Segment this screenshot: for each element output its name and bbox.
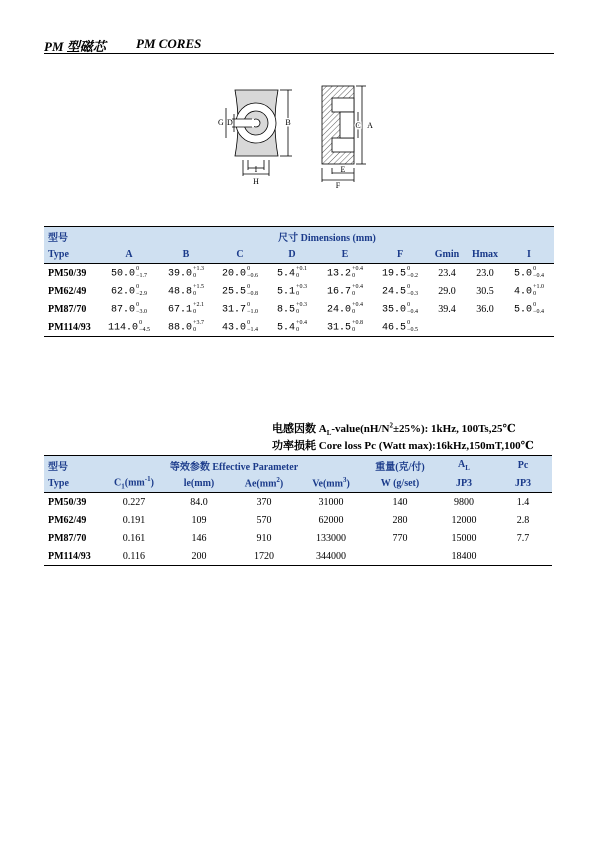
dim-tolerance: [247, 320, 258, 334]
dim-cell-f: [372, 300, 428, 318]
dim-value: 25.5: [222, 286, 247, 298]
dim-tol-lower: 0: [193, 309, 197, 315]
dim-cell-b: [158, 300, 214, 318]
dim-tolerance: [407, 284, 418, 298]
dim-cell-f: [372, 264, 428, 283]
eff-cell-pc: 7.7: [516, 532, 530, 544]
dim-value: 50.0: [111, 268, 136, 280]
dim-tolerance: [352, 284, 363, 298]
dim-value: 8.5: [277, 304, 296, 316]
dim-tolerance: [247, 284, 258, 298]
eff-row: [44, 493, 552, 512]
dim-value: 13.2: [327, 268, 352, 280]
dim-tol-upper: +1.0: [533, 284, 544, 290]
eff-cell-le: 109: [191, 514, 207, 526]
dim-tol-upper: 0: [247, 266, 251, 272]
dim-tol-lower: 0: [193, 291, 197, 297]
eff-col-le: le(mm): [166, 474, 232, 493]
dim-value: 24.5: [382, 286, 407, 298]
dim-row-type: PM87/70: [48, 303, 87, 315]
eff-cell-al: 15000: [451, 532, 477, 544]
label-f: F: [335, 181, 341, 190]
pc-condition-note: 功率损耗 Core loss Pc (Watt max):16kHz,150mT,100℃: [272, 440, 534, 452]
dim-tol-upper: +0.3: [296, 302, 307, 308]
dim-tol-upper: 0: [407, 284, 411, 290]
dim-value: 5.4: [277, 268, 296, 280]
eff-cell-type: PM62/49: [48, 514, 87, 526]
dim-tol-upper: 0: [247, 284, 251, 290]
dim-tol-lower: 0: [352, 291, 356, 297]
eff-cell-c1: 0.191: [122, 514, 146, 526]
dim-tol-upper: +1.5: [193, 284, 204, 290]
dim-tolerance: [296, 266, 307, 280]
eff-cell-ve: 344000: [296, 547, 366, 566]
dim-cell-d: [266, 282, 318, 300]
dim-col-hmax: Hmax: [466, 245, 504, 264]
dim-tol-upper: 0: [407, 320, 411, 326]
eff-cell-le: 200: [166, 547, 232, 566]
dim-cell-hmax: 36.0: [476, 303, 494, 315]
label-c: C: [355, 121, 361, 130]
dim-tol-upper: 0: [136, 302, 140, 308]
core-diagram: [210, 78, 385, 190]
eff-cell-w: 140: [392, 496, 408, 508]
eff-cell-type: PM50/39: [48, 496, 87, 508]
dim-value: 19.5: [382, 268, 407, 280]
dim-tolerance: [193, 302, 204, 316]
dim-cell-d: [266, 264, 318, 283]
dim-tol-lower: −0.4: [533, 273, 544, 279]
dim-tol-lower: 0: [352, 309, 356, 315]
eff-al-head: $A_L$: [434, 456, 494, 475]
dim-tol-lower: 0: [296, 327, 300, 333]
eff-col-c1: $C_1(mm^{-1})$: [102, 474, 166, 493]
dim-value: 5.0: [514, 304, 533, 316]
dim-cell-b: [158, 318, 214, 337]
dim-tolerance: [193, 266, 204, 280]
al-condition-note: [272, 420, 516, 437]
dim-tol-lower: 0: [533, 291, 537, 297]
eff-cell-ae: 370: [256, 496, 272, 508]
dim-tol-lower: −0.8: [247, 291, 258, 297]
dimensions-table: [44, 226, 554, 337]
dim-tolerance: [193, 284, 204, 298]
dim-value: 62.0: [111, 286, 136, 298]
dim-tol-lower: −1.4: [247, 327, 258, 333]
dim-cell-a: [100, 318, 158, 337]
eff-cell-ae: 1720: [232, 547, 296, 566]
label-g: G: [218, 118, 224, 127]
dim-tol-lower: −0.5: [407, 327, 418, 333]
eff-cell-pc: 2.8: [516, 514, 530, 526]
dim-col-f: F: [372, 245, 428, 264]
title-cn: PM 型磁芯: [44, 39, 106, 54]
dim-tol-lower: −0.6: [247, 273, 258, 279]
dim-cell-d: [266, 318, 318, 337]
dim-cell-e: [318, 264, 372, 283]
al-note-sub: L: [326, 429, 332, 438]
header-rule: [44, 53, 554, 54]
dim-cell-b: [158, 282, 214, 300]
dim-value: 48.8: [168, 286, 193, 298]
eff-cell-al: 18400: [434, 547, 494, 566]
dim-tolerance: [139, 320, 150, 334]
dim-row: [44, 318, 554, 337]
dim-cell-hmax: 30.5: [476, 285, 494, 297]
dim-tolerance: [193, 320, 204, 334]
dim-cell-a: [100, 282, 158, 300]
dim-value: 24.0: [327, 304, 352, 316]
dim-tolerance: [407, 302, 418, 316]
label-h: H: [253, 177, 259, 186]
eff-cell-ae: 910: [256, 532, 272, 544]
dim-col-e: E: [318, 245, 372, 264]
dim-cell-f: [372, 318, 428, 337]
dim-cell-e: [318, 282, 372, 300]
eff-cell-type: PM87/70: [48, 532, 87, 544]
dim-value: 46.5: [382, 322, 407, 334]
eff-cell-ae: 570: [256, 514, 272, 526]
dim-tol-upper: 0: [136, 266, 140, 272]
effective-body: [44, 493, 552, 566]
dim-cell-e: [318, 300, 372, 318]
dim-tol-lower: −0.4: [407, 309, 418, 315]
label-e: E: [340, 165, 346, 174]
dim-tol-lower: −3.0: [136, 309, 147, 315]
dim-cell-b: [158, 264, 214, 283]
dim-cell-a: [100, 264, 158, 283]
dim-tol-lower: 0: [352, 327, 356, 333]
al-note-sup: 2: [389, 421, 393, 430]
dim-tol-upper: +0.4: [352, 266, 363, 272]
eff-cell-c1: 0.161: [122, 532, 146, 544]
dim-tol-lower: −1.7: [136, 273, 147, 279]
dim-tol-upper: 0: [136, 284, 140, 290]
dim-tol-lower: −0.2: [407, 273, 418, 279]
dim-tol-upper: +1.3: [193, 266, 204, 272]
dim-tolerance: [247, 266, 258, 280]
al-note-rest1: -value(nH/N: [331, 423, 390, 435]
effective-table: [44, 455, 552, 566]
label-a: A: [367, 121, 373, 130]
dim-tol-lower: 0: [296, 273, 300, 279]
dim-col-i: I: [504, 245, 554, 264]
dim-cell-c: [214, 300, 266, 318]
eff-cell-ve: 133000: [316, 532, 346, 544]
dim-tolerance: [533, 266, 544, 280]
eff-col-pc-grade: JP3: [494, 474, 552, 493]
dim-value: 31.5: [327, 322, 352, 334]
eff-col-ve: $Ve(mm^3)$: [296, 474, 366, 493]
al-note-sym: A: [318, 423, 327, 435]
dim-row-type: PM114/93: [44, 318, 100, 337]
dim-tol-lower: 0: [296, 309, 300, 315]
dim-tol-upper: +0.8: [352, 320, 363, 326]
dim-type-en: Type: [44, 245, 100, 264]
dim-cell-c: [214, 318, 266, 337]
dim-cell-i: [504, 318, 554, 337]
eff-cell-ve: 31000: [318, 496, 344, 508]
dim-cell-gmin: 39.4: [438, 303, 456, 315]
dim-tol-lower: 0: [352, 273, 356, 279]
dim-cell-gmin: [428, 318, 466, 337]
eff-cell-type: PM114/93: [44, 547, 102, 566]
label-b: B: [285, 118, 291, 127]
dimensions-body: [44, 264, 554, 337]
dim-tol-lower: −2.9: [136, 291, 147, 297]
dim-type-cn: 型号: [44, 227, 100, 246]
eff-col-ae: $Ae(mm^2)$: [232, 474, 296, 493]
dim-tolerance: [533, 302, 544, 316]
dim-tol-lower: −0.4: [533, 309, 544, 315]
dim-tol-lower: 0: [193, 327, 197, 333]
effective-header-row-2: [44, 474, 552, 493]
dim-tolerance: [533, 284, 544, 298]
dim-row-type: PM50/39: [48, 267, 87, 279]
dim-cell-c: [214, 282, 266, 300]
eff-col-al-grade: JP3: [434, 474, 494, 493]
dim-tol-lower: 0: [193, 273, 197, 279]
eff-cell-pc: [494, 547, 552, 566]
eff-weight-cn: 重量(克/付): [366, 456, 434, 475]
eff-row: [44, 529, 552, 547]
dim-tolerance: [352, 302, 363, 316]
dim-cell-i: [504, 300, 554, 318]
eff-cell-al: 12000: [451, 514, 477, 526]
dim-value: 20.0: [222, 268, 247, 280]
dim-tol-upper: +3.7: [193, 320, 204, 326]
dim-value: 43.0: [222, 322, 247, 334]
dim-tolerance: [136, 302, 147, 316]
front-view: [226, 90, 292, 176]
dim-row: [44, 300, 554, 318]
dim-cell-gmin: 23.4: [438, 267, 456, 279]
dim-col-gmin: Gmin: [428, 245, 466, 264]
eff-cell-w: [366, 547, 434, 566]
dim-cell-i: [504, 264, 554, 283]
eff-cell-c1: 0.227: [122, 496, 146, 508]
dim-tolerance: [352, 266, 363, 280]
title-en: PM CORES: [136, 36, 202, 51]
dim-tol-lower: −1.0: [247, 309, 258, 315]
dim-row: [44, 282, 554, 300]
dim-value: 5.4: [277, 322, 296, 334]
dim-tolerance: [407, 320, 418, 334]
label-i: I: [254, 165, 258, 174]
dim-value: 114.0: [108, 322, 139, 334]
dim-title: 尺寸 Dimensions (mm): [100, 227, 554, 246]
eff-cell-le: 146: [191, 532, 207, 544]
dim-tol-upper: +0.1: [296, 266, 307, 272]
dim-col-a: A: [100, 245, 158, 264]
dim-value: 35.0: [382, 304, 407, 316]
dim-tol-upper: 0: [407, 266, 411, 272]
eff-title: 等效参数 Effective Parameter: [102, 456, 366, 475]
dim-tol-upper: +0.3: [296, 284, 307, 290]
dim-cell-hmax: 23.0: [476, 267, 494, 279]
dim-cell-f: [372, 282, 428, 300]
dim-tol-upper: +0.4: [352, 284, 363, 290]
dim-tol-upper: +0.4: [352, 302, 363, 308]
dim-value: 67.1: [168, 304, 193, 316]
dimensions-header-row-1: [44, 227, 554, 246]
eff-cell-al: 9800: [454, 496, 474, 508]
dim-value: 5.0: [514, 268, 533, 280]
dim-value: 4.0: [514, 286, 533, 298]
eff-row: [44, 547, 552, 566]
dim-value: 31.7: [222, 304, 247, 316]
dim-tolerance: [352, 320, 363, 334]
eff-row: [44, 511, 552, 529]
dim-value: 87.0: [111, 304, 136, 316]
eff-cell-le: 84.0: [190, 496, 208, 508]
dim-tol-lower: −4.5: [139, 327, 150, 333]
dim-cell-c: [214, 264, 266, 283]
dim-value: 88.0: [168, 322, 193, 334]
dim-tol-upper: +2.1: [193, 302, 204, 308]
eff-type-cn: 型号: [44, 456, 102, 475]
eff-cell-w: 770: [392, 532, 408, 544]
dim-cell-a: [100, 300, 158, 318]
dim-col-b: B: [158, 245, 214, 264]
dim-col-d: D: [266, 245, 318, 264]
dim-tolerance: [407, 266, 418, 280]
eff-type-en: Type: [44, 474, 102, 493]
dimensions-header-row-2: [44, 245, 554, 264]
dim-tolerance: [136, 284, 147, 298]
dim-col-c: C: [214, 245, 266, 264]
effective-header-row-1: [44, 456, 552, 475]
al-note-cn: 电感因数: [272, 423, 319, 435]
dim-tol-upper: 0: [247, 320, 251, 326]
dim-tol-upper: 0: [533, 266, 537, 272]
dim-cell-gmin: 29.0: [438, 285, 456, 297]
dim-tolerance: [296, 284, 307, 298]
dim-value: 39.0: [168, 268, 193, 280]
dim-cell-e: [318, 318, 372, 337]
al-note-rest2: ±25%): 1kHz, 100Ts,25℃: [392, 423, 516, 435]
dim-tol-upper: 0: [139, 320, 143, 326]
dim-tol-upper: 0: [407, 302, 411, 308]
dim-tol-upper: +0.4: [296, 320, 307, 326]
page-header: [44, 36, 554, 52]
eff-cell-ve: 62000: [318, 514, 344, 526]
dim-tol-lower: 0: [296, 291, 300, 297]
dim-cell-d: [266, 300, 318, 318]
dim-tolerance: [296, 320, 307, 334]
dim-tol-upper: 0: [247, 302, 251, 308]
dim-value: 5.1: [277, 286, 296, 298]
dim-row: [44, 264, 554, 283]
eff-cell-w: 280: [392, 514, 408, 526]
eff-pc-head: Pc: [494, 456, 552, 475]
dim-cell-i: [504, 282, 554, 300]
dim-cell-hmax: [466, 318, 504, 337]
dim-row-type: PM62/49: [48, 285, 87, 297]
eff-col-weight: W (g/set): [366, 474, 434, 493]
label-d: D: [227, 118, 233, 127]
dim-tol-upper: 0: [533, 302, 537, 308]
dim-tolerance: [247, 302, 258, 316]
eff-cell-pc: 1.4: [516, 496, 530, 508]
dim-tolerance: [296, 302, 307, 316]
dim-value: 16.7: [327, 286, 352, 298]
eff-cell-c1: 0.116: [102, 547, 166, 566]
dim-tolerance: [136, 266, 147, 280]
dim-tol-lower: −0.3: [407, 291, 418, 297]
